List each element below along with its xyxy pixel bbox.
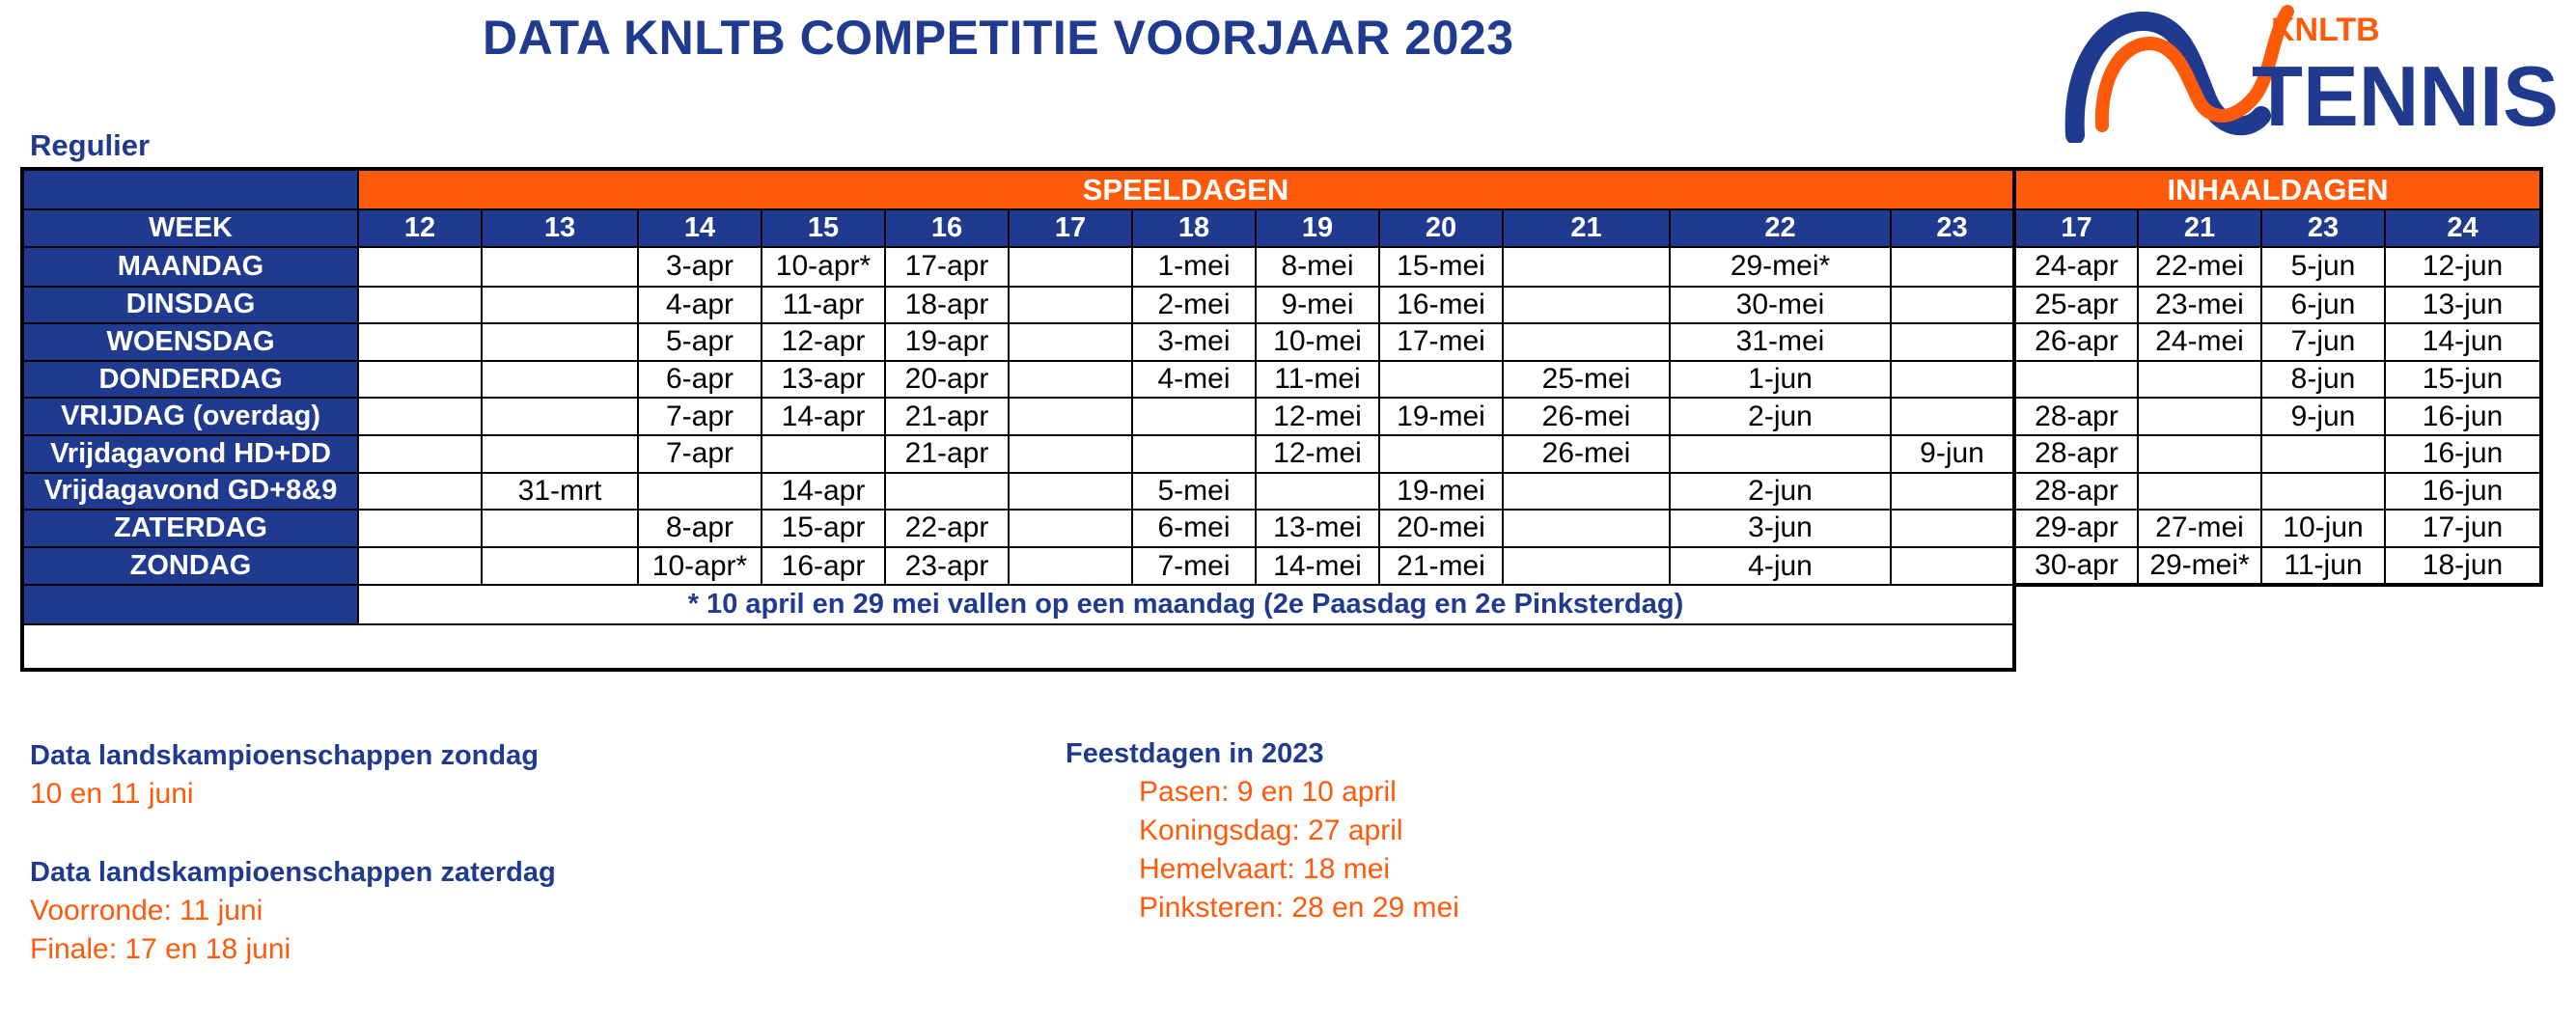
lk-zondag-heading: Data landskampioenschappen zondag (30, 740, 539, 771)
date-cell (1891, 398, 2014, 435)
header-corner (22, 169, 358, 209)
date-cell: 30-mei (1670, 287, 1891, 324)
feestdag-item: Koningsdag: 27 april (1139, 815, 1403, 846)
day-label: DONDERDAG (22, 361, 358, 399)
date-cell: 11-mei (1256, 361, 1379, 399)
footnote: * 10 april en 29 mei vallen op een maandag (2e Paasdag en 2e Pinksterdag) (358, 585, 2014, 624)
date-cell: 14-apr (762, 473, 885, 511)
day-label: ZONDAG (22, 547, 358, 586)
date-cell (1009, 398, 1132, 435)
empty-row-spacer (2014, 624, 2541, 670)
inhaaldagen-header: INHAALDAGEN (2014, 169, 2541, 209)
date-cell (1009, 287, 1132, 324)
lk-zaterdag-finale: Finale: 17 en 18 juni (30, 933, 291, 965)
feestdagen-heading: Feestdagen in 2023 (1066, 738, 1324, 769)
lk-zaterdag-block (30, 853, 556, 969)
day-label: MAANDAG (22, 247, 358, 287)
date-cell (482, 287, 638, 324)
date-cell (358, 323, 482, 361)
speeldagen-header: SPEELDAGEN (358, 169, 2014, 209)
date-cell (1891, 510, 2014, 547)
inhaal-date-cell: 16-jun (2385, 398, 2541, 435)
date-cell (482, 361, 638, 399)
date-cell (482, 247, 638, 287)
date-cell: 3-apr (638, 247, 762, 287)
date-cell: 26-mei (1503, 435, 1670, 473)
date-cell: 21-mei (1379, 547, 1503, 586)
date-cell: 11-apr (762, 287, 885, 324)
date-cell: 12-mei (1256, 435, 1379, 473)
day-row (22, 473, 2541, 511)
date-cell: 6-apr (638, 361, 762, 399)
logo-name-text: TENNIS (2252, 48, 2559, 143)
inhaal-date-cell: 13-jun (2385, 287, 2541, 324)
date-cell (885, 473, 1009, 511)
date-cell: 17-apr (885, 247, 1009, 287)
empty-row (22, 624, 2541, 670)
lk-zaterdag-voorronde: Voorronde: 11 juni (30, 895, 263, 926)
date-cell: 7-apr (638, 435, 762, 473)
day-row (22, 547, 2541, 586)
inhaal-date-cell: 28-apr (2014, 435, 2138, 473)
inhaal-date-cell: 27-mei (2138, 510, 2261, 547)
date-cell: 9-mei (1256, 287, 1379, 324)
date-cell: 12-mei (1256, 398, 1379, 435)
date-cell (1009, 510, 1132, 547)
date-cell: 12-apr (762, 323, 885, 361)
inhaal-date-cell: 14-jun (2385, 323, 2541, 361)
date-cell: 3-jun (1670, 510, 1891, 547)
date-cell (1503, 547, 1670, 586)
date-cell: 5-mei (1132, 473, 1256, 511)
inhaal-date-cell: 8-jun (2261, 361, 2385, 399)
week-number: 12 (358, 209, 482, 247)
date-cell (1891, 547, 2014, 586)
feestdag-item: Hemelvaart: 18 mei (1139, 853, 1391, 885)
date-cell (482, 547, 638, 586)
date-cell: 10-apr* (762, 247, 885, 287)
date-cell (1891, 287, 2014, 324)
feestdag-item: Pasen: 9 en 10 april (1139, 776, 1397, 808)
inhaal-date-cell (2261, 473, 2385, 511)
date-cell: 13-mei (1256, 510, 1379, 547)
date-cell: 10-mei (1256, 323, 1379, 361)
date-cell: 5-apr (638, 323, 762, 361)
day-label: Vrijdagavond HD+DD (22, 435, 358, 473)
date-cell: 19-mei (1379, 473, 1503, 511)
day-row (22, 247, 2541, 287)
week-number: 17 (1009, 209, 1132, 247)
week-label: WEEK (22, 209, 358, 247)
date-cell (358, 287, 482, 324)
date-cell (638, 473, 762, 511)
inhaal-date-cell: 28-apr (2014, 473, 2138, 511)
empty-row-cell (22, 624, 2014, 670)
day-row (22, 510, 2541, 547)
inhaal-date-cell: 29-apr (2014, 510, 2138, 547)
inhaal-date-cell: 11-jun (2261, 547, 2385, 586)
date-cell: 4-mei (1132, 361, 1256, 399)
date-cell: 25-mei (1503, 361, 1670, 399)
date-cell: 17-mei (1379, 323, 1503, 361)
date-cell: 21-apr (885, 398, 1009, 435)
inhaal-week-number: 21 (2138, 209, 2261, 247)
date-cell (1503, 287, 1670, 324)
feestdag-item: Pinksteren: 28 en 29 mei (1139, 892, 1459, 924)
date-cell: 23-apr (885, 547, 1009, 586)
section-subtitle: Regulier (30, 128, 151, 162)
inhaal-date-cell: 7-jun (2261, 323, 2385, 361)
day-label: DINSDAG (22, 287, 358, 324)
inhaal-date-cell: 24-mei (2138, 323, 2261, 361)
week-header-row (22, 209, 2541, 247)
date-cell (482, 435, 638, 473)
inhaal-date-cell: 9-jun (2261, 398, 2385, 435)
date-cell (1379, 361, 1503, 399)
date-cell (358, 398, 482, 435)
date-cell (1379, 435, 1503, 473)
date-cell: 31-mrt (482, 473, 638, 511)
inhaal-date-cell: 24-apr (2014, 247, 2138, 287)
date-cell: 26-mei (1503, 398, 1670, 435)
date-cell (358, 435, 482, 473)
date-cell (1256, 473, 1379, 511)
date-cell (358, 361, 482, 399)
date-cell (1009, 435, 1132, 473)
feestdagen-block (1066, 734, 1459, 927)
note-row-spacer (2014, 585, 2541, 624)
date-cell: 15-apr (762, 510, 885, 547)
inhaal-date-cell (2261, 435, 2385, 473)
date-cell: 22-apr (885, 510, 1009, 547)
logo-brand-text: KNLTB (2271, 12, 2380, 48)
date-cell (762, 435, 885, 473)
day-row (22, 435, 2541, 473)
date-cell: 18-apr (885, 287, 1009, 324)
inhaal-date-cell: 30-apr (2014, 547, 2138, 586)
inhaal-date-cell (2138, 361, 2261, 399)
week-number: 18 (1132, 209, 1256, 247)
date-cell: 9-jun (1891, 435, 2014, 473)
knltb-tennis-logo (2064, 0, 2565, 143)
week-number: 13 (482, 209, 638, 247)
inhaal-date-cell: 16-jun (2385, 473, 2541, 511)
inhaal-date-cell: 25-apr (2014, 287, 2138, 324)
week-number: 21 (1503, 209, 1670, 247)
date-cell: 16-mei (1379, 287, 1503, 324)
date-cell: 20-apr (885, 361, 1009, 399)
week-number: 22 (1670, 209, 1891, 247)
inhaal-date-cell: 5-jun (2261, 247, 2385, 287)
inhaal-date-cell (2138, 435, 2261, 473)
inhaal-date-cell: 15-jun (2385, 361, 2541, 399)
week-number: 14 (638, 209, 762, 247)
inhaal-date-cell: 6-jun (2261, 287, 2385, 324)
note-row-label-cell (22, 585, 358, 624)
inhaal-date-cell: 22-mei (2138, 247, 2261, 287)
date-cell: 7-mei (1132, 547, 1256, 586)
day-row (22, 287, 2541, 324)
date-cell (358, 473, 482, 511)
week-number: 23 (1891, 209, 2014, 247)
date-cell: 2-jun (1670, 473, 1891, 511)
header-band-row (22, 169, 2541, 209)
inhaal-date-cell: 10-jun (2261, 510, 2385, 547)
date-cell (1891, 247, 2014, 287)
date-cell (1503, 510, 1670, 547)
inhaal-date-cell: 18-jun (2385, 547, 2541, 586)
feestdagen-list (1066, 773, 1459, 927)
date-cell: 21-apr (885, 435, 1009, 473)
date-cell: 1-mei (1132, 247, 1256, 287)
inhaal-date-cell: 28-apr (2014, 398, 2138, 435)
date-cell: 2-jun (1670, 398, 1891, 435)
inhaal-week-number: 23 (2261, 209, 2385, 247)
lk-zondag-value: 10 en 11 juni (30, 778, 194, 810)
date-cell (358, 510, 482, 547)
date-cell (1503, 473, 1670, 511)
date-cell: 8-apr (638, 510, 762, 547)
date-cell: 14-mei (1256, 547, 1379, 586)
inhaal-date-cell: 12-jun (2385, 247, 2541, 287)
date-cell: 19-apr (885, 323, 1009, 361)
inhaal-date-cell: 16-jun (2385, 435, 2541, 473)
date-cell: 31-mei (1670, 323, 1891, 361)
date-cell: 13-apr (762, 361, 885, 399)
day-label: Vrijdagavond GD+8&9 (22, 473, 358, 511)
day-row (22, 361, 2541, 399)
lk-zaterdag-heading: Data landskampioenschappen zaterdag (30, 857, 556, 888)
day-label: WOENSDAG (22, 323, 358, 361)
date-cell: 15-mei (1379, 247, 1503, 287)
inhaal-date-cell: 23-mei (2138, 287, 2261, 324)
date-cell (358, 247, 482, 287)
date-cell (1009, 323, 1132, 361)
date-cell: 4-apr (638, 287, 762, 324)
inhaal-date-cell: 26-apr (2014, 323, 2138, 361)
date-cell (1009, 473, 1132, 511)
date-cell (1503, 247, 1670, 287)
date-cell (482, 323, 638, 361)
date-cell: 14-apr (762, 398, 885, 435)
date-cell: 19-mei (1379, 398, 1503, 435)
date-cell: 29-mei* (1670, 247, 1891, 287)
date-cell (1503, 323, 1670, 361)
page-title: DATA KNLTB COMPETITIE VOORJAAR 2023 (483, 11, 1514, 65)
week-number: 19 (1256, 209, 1379, 247)
day-label: ZATERDAG (22, 510, 358, 547)
schedule-table (20, 167, 2543, 672)
week-number: 15 (762, 209, 885, 247)
date-cell (1670, 435, 1891, 473)
date-cell (1891, 473, 2014, 511)
inhaal-date-cell (2138, 473, 2261, 511)
inhaal-date-cell (2138, 398, 2261, 435)
date-cell: 10-apr* (638, 547, 762, 586)
date-cell (1009, 361, 1132, 399)
date-cell (482, 398, 638, 435)
date-cell (1891, 361, 2014, 399)
day-row (22, 398, 2541, 435)
lk-zondag-block (30, 736, 539, 814)
week-number: 16 (885, 209, 1009, 247)
date-cell: 4-jun (1670, 547, 1891, 586)
date-cell (1009, 247, 1132, 287)
date-cell: 16-apr (762, 547, 885, 586)
note-row (22, 585, 2541, 624)
inhaal-date-cell: 29-mei* (2138, 547, 2261, 586)
inhaal-week-number: 24 (2385, 209, 2541, 247)
day-label: VRIJDAG (overdag) (22, 398, 358, 435)
day-row (22, 323, 2541, 361)
inhaal-week-number: 17 (2014, 209, 2138, 247)
date-cell: 2-mei (1132, 287, 1256, 324)
date-cell: 20-mei (1379, 510, 1503, 547)
date-cell (1009, 547, 1132, 586)
date-cell (482, 510, 638, 547)
date-cell: 1-jun (1670, 361, 1891, 399)
date-cell (358, 547, 482, 586)
date-cell (1891, 323, 2014, 361)
date-cell (1132, 435, 1256, 473)
date-cell: 8-mei (1256, 247, 1379, 287)
week-number: 20 (1379, 209, 1503, 247)
date-cell: 3-mei (1132, 323, 1256, 361)
inhaal-date-cell (2014, 361, 2138, 399)
date-cell (1132, 398, 1256, 435)
date-cell: 6-mei (1132, 510, 1256, 547)
date-cell: 7-apr (638, 398, 762, 435)
inhaal-date-cell: 17-jun (2385, 510, 2541, 547)
